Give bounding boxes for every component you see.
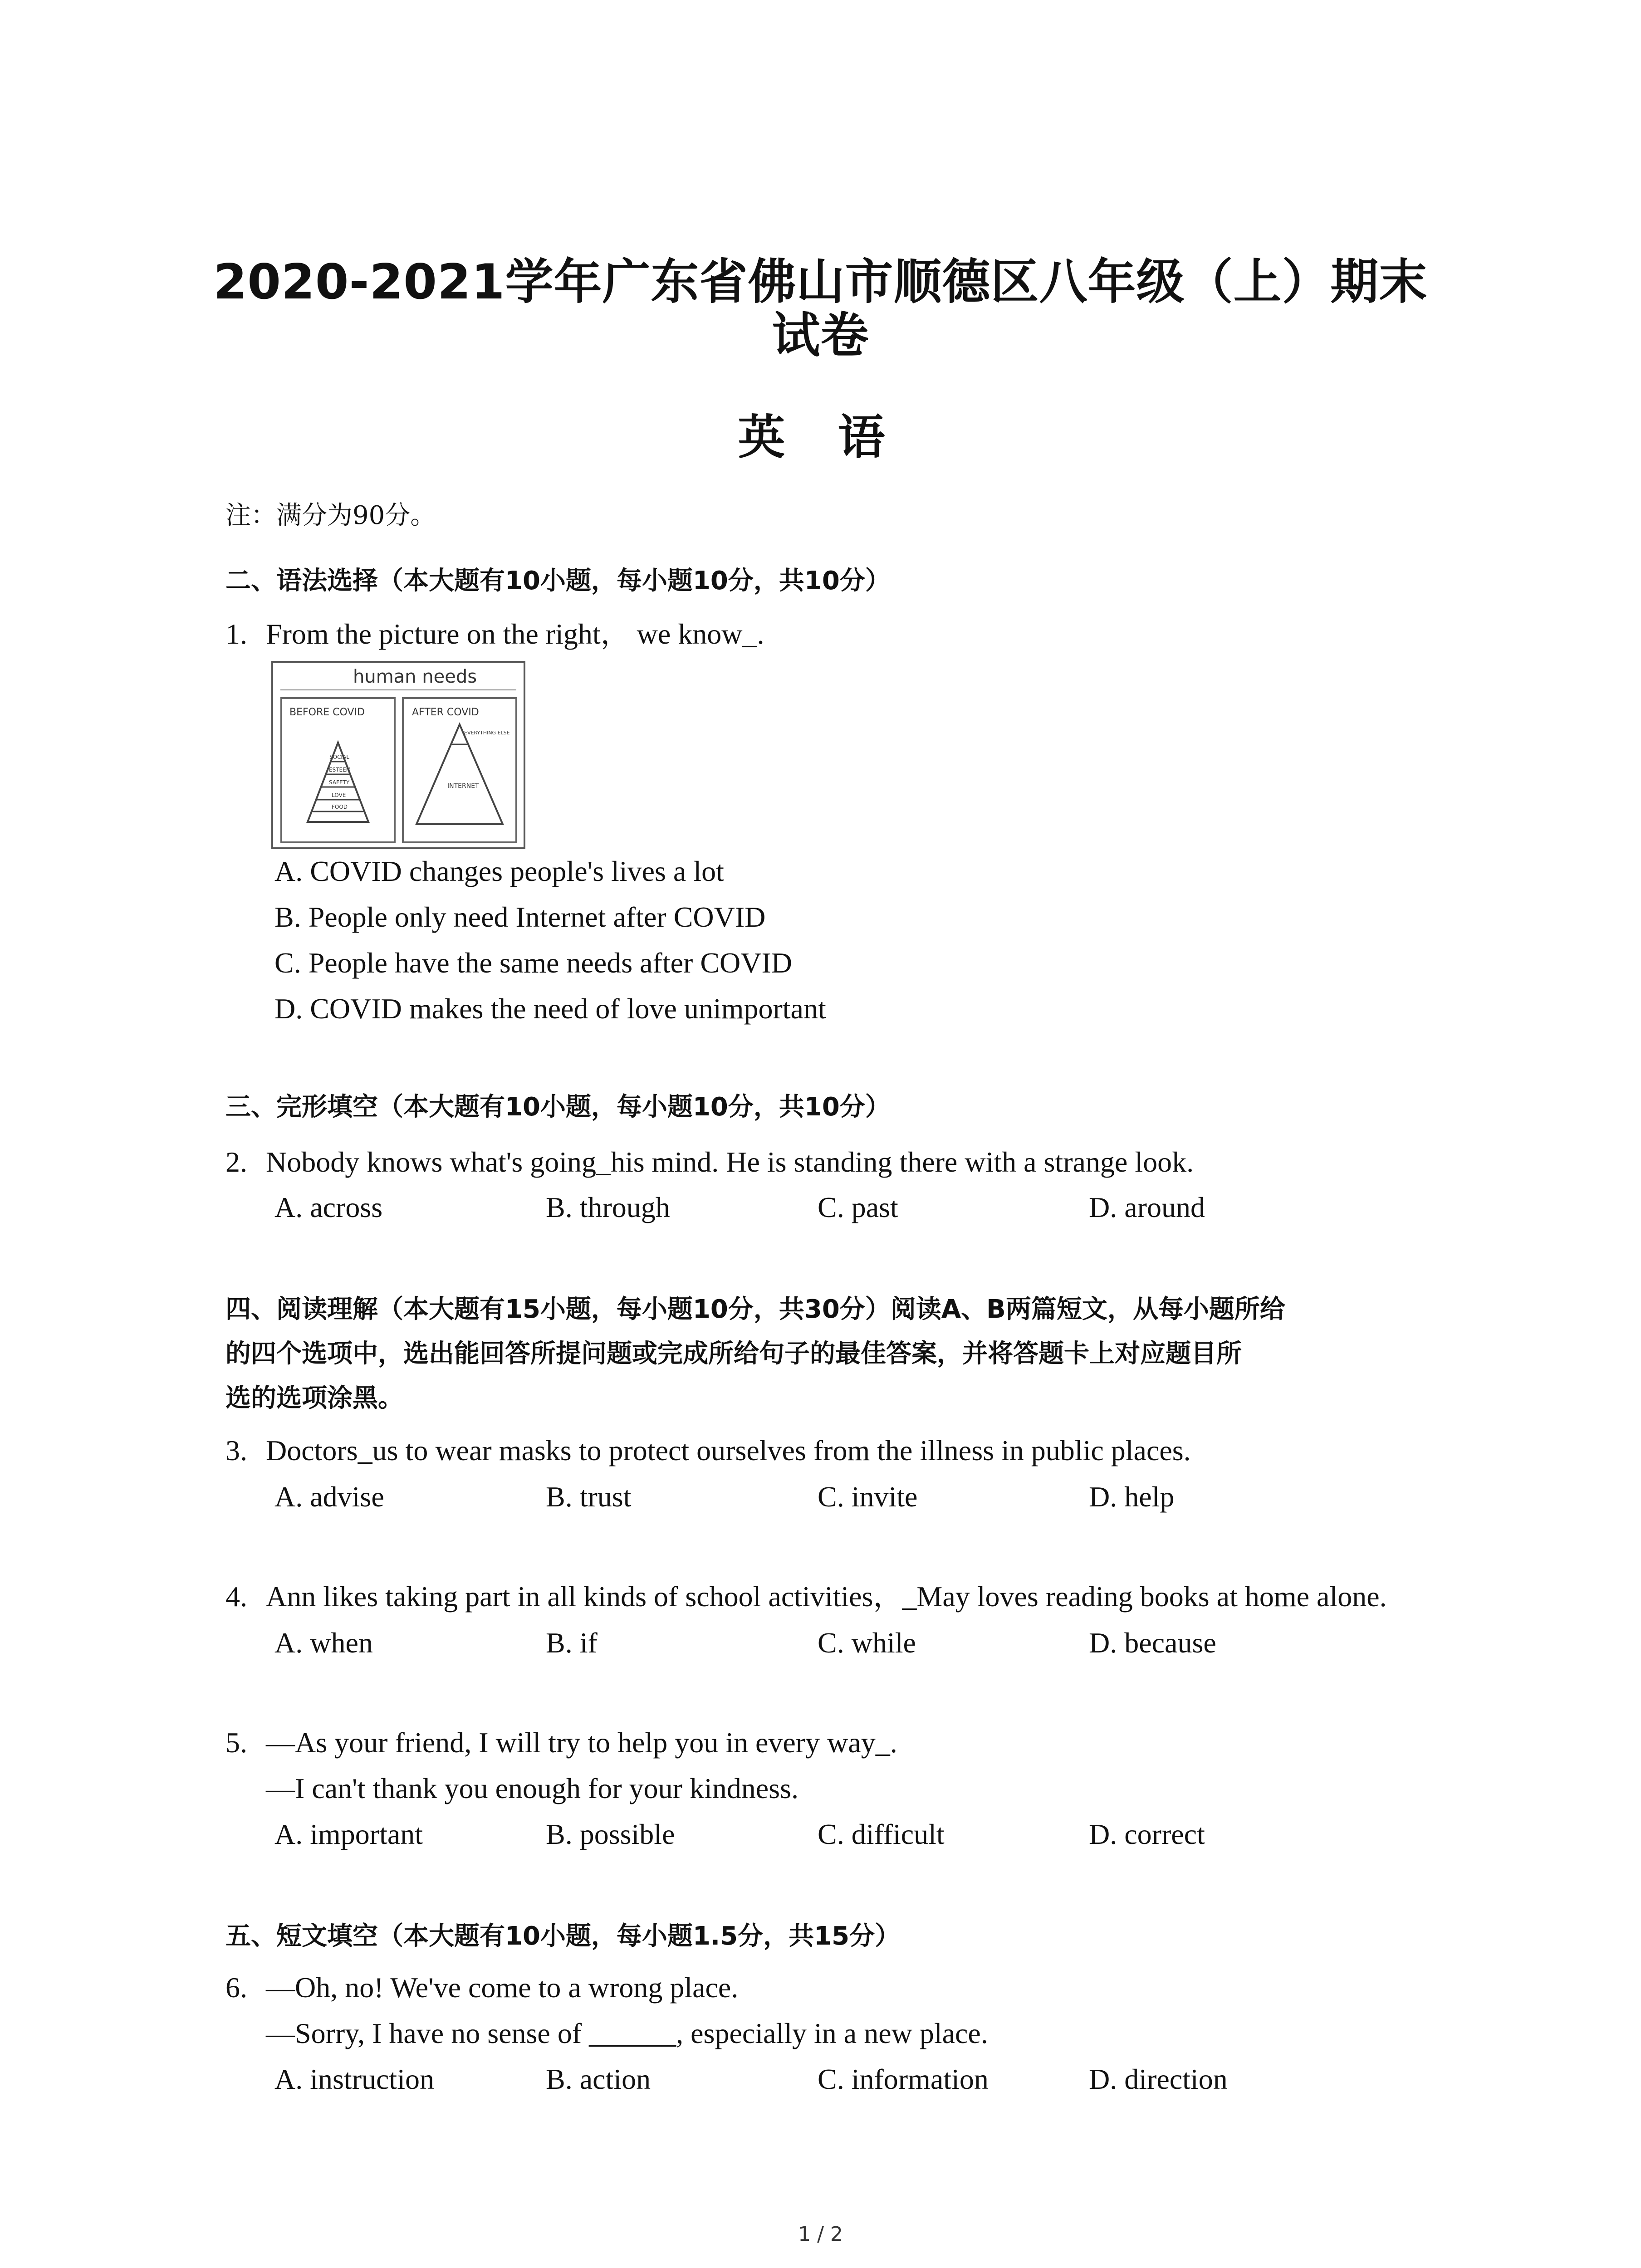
question-6-option-a[interactable]: A. instruction	[274, 2063, 434, 2095]
level-internet: INTERNET	[447, 782, 479, 790]
section-3-heading: 三、完形填空（本大题有10小题，每小题10分，共10分）	[225, 1092, 891, 1122]
question-2-stem: Nobody knows what's going_his mind. He is standing there with a strange look.	[266, 1146, 1194, 1178]
level-everything-else: EVERYTHING ELSE	[464, 730, 510, 736]
question-6-stem-line1: —Oh, no! We've come to a wrong place.	[266, 1971, 739, 2004]
question-6-number: 6.	[225, 1971, 247, 2004]
level-love: LOVE	[332, 792, 346, 798]
question-3-option-a[interactable]: A. advise	[274, 1481, 384, 1513]
question-1-number: 1.	[225, 618, 247, 650]
after-covid-label: AFTER COVID	[412, 707, 479, 718]
question-6-option-d[interactable]: D. direction	[1089, 2063, 1228, 2095]
question-4-number: 4.	[225, 1580, 247, 1613]
question-2-option-a[interactable]: A. across	[274, 1191, 383, 1223]
question-6-stem-line2: —Sorry, I have no sense of ______, especially in a new place.	[266, 2017, 988, 2049]
question-1-option-c[interactable]: C. People have the same needs after COVID	[274, 947, 792, 979]
question-2-number: 2.	[225, 1146, 247, 1178]
question-4-stem: Ann likes taking part in all kinds of school activities，_May loves reading books at home alone.	[266, 1580, 1387, 1613]
section-4-heading-line2: 的四个选项中，选出能回答所提问题或完成所给句子的最佳答案，并将答题卡上对应题目所	[225, 1339, 1242, 1369]
question-5-option-a[interactable]: A. important	[274, 1818, 423, 1850]
question-5-option-c[interactable]: C. difficult	[818, 1818, 945, 1850]
question-6-option-c[interactable]: C. information	[818, 2063, 989, 2095]
question-5-stem-line1: —As your friend, I will try to help you in every way_.	[266, 1726, 897, 1759]
level-food: FOOD	[332, 804, 348, 810]
page-number: 1 / 2	[798, 2223, 843, 2246]
question-4-option-a[interactable]: A. when	[274, 1627, 373, 1659]
question-6-option-b[interactable]: B. action	[546, 2063, 651, 2095]
question-5-number: 5.	[225, 1726, 247, 1759]
question-3-stem: Doctors_us to wear masks to protect ourselves from the illness in public places.	[266, 1434, 1191, 1466]
question-2-option-c[interactable]: C. past	[818, 1191, 898, 1223]
question-3-option-c[interactable]: C. invite	[818, 1481, 918, 1513]
question-4-option-c[interactable]: C. while	[818, 1627, 916, 1659]
score-note: 注：满分为90分。	[225, 501, 436, 530]
question-2-option-b[interactable]: B. through	[546, 1191, 670, 1223]
page-title-line1: 2020-2021学年广东省佛山市顺德区八年级（上）期末	[213, 254, 1428, 310]
question-5-option-b[interactable]: B. possible	[546, 1818, 675, 1850]
before-covid-label: BEFORE COVID	[289, 707, 365, 718]
question-4-option-d[interactable]: D. because	[1089, 1627, 1216, 1659]
level-safety: SAFETY	[329, 779, 350, 786]
section-4-heading-line3: 选的选项涂黑。	[225, 1383, 403, 1413]
question-1-stem: From the picture on the right， we know_.	[266, 618, 764, 650]
human-needs-figure	[271, 661, 525, 849]
subject-title: 英 语	[738, 410, 903, 465]
question-2-option-d[interactable]: D. around	[1089, 1191, 1205, 1223]
question-3-number: 3.	[225, 1434, 247, 1466]
section-4-heading-line1: 四、阅读理解（本大题有15小题，每小题10分，共30分）阅读A、B两篇短文，从每小题所给	[225, 1295, 1285, 1324]
question-1-option-a[interactable]: A. COVID changes people's lives a lot	[274, 855, 724, 887]
level-esteem: ESTEEM	[329, 767, 351, 773]
section-2-heading: 二、语法选择（本大题有10小题，每小题10分，共10分）	[225, 566, 891, 596]
question-1-option-d[interactable]: D. COVID makes the need of love unimportant	[274, 992, 826, 1025]
question-3-option-d[interactable]: D. help	[1089, 1481, 1175, 1513]
question-4-option-b[interactable]: B. if	[546, 1627, 598, 1659]
level-social: SOCIAL	[329, 754, 349, 760]
question-5-stem-line2: —I can't thank you enough for your kindness.	[266, 1772, 798, 1804]
figure-title: human needs	[353, 666, 477, 687]
question-1-option-b[interactable]: B. People only need Internet after COVID	[274, 901, 766, 933]
question-3-option-b[interactable]: B. trust	[546, 1481, 632, 1513]
question-5-option-d[interactable]: D. correct	[1089, 1818, 1205, 1850]
page-title-line2: 试卷	[772, 308, 869, 363]
section-5-heading: 五、短文填空（本大题有10小题，每小题1.5分，共15分）	[225, 1921, 901, 1951]
